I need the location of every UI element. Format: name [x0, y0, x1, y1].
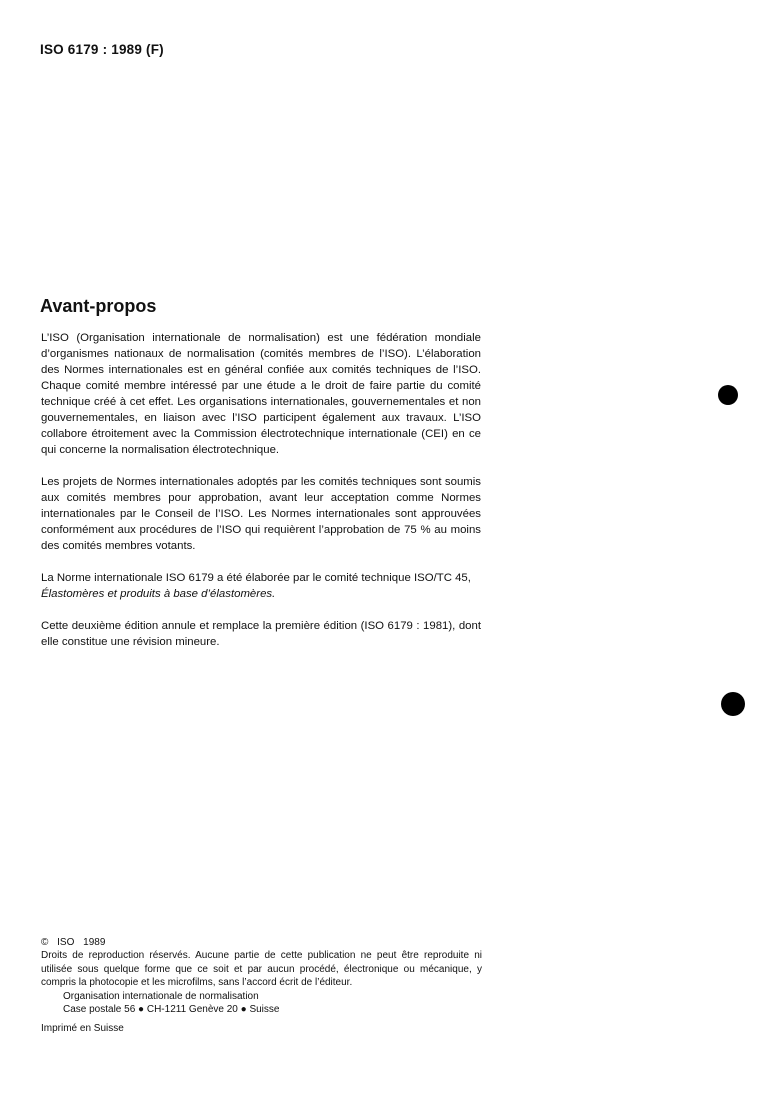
punch-hole-dot — [718, 385, 738, 405]
paragraph-approval: Les projets de Normes internationales adoptés par les comités techniques sont soumis aux comités membres pour approbation, avant leur acceptation comme Normes internationales par le Conseil de l’ISO. Les Normes internationales sont approuvées conformément aux procédures de l’ISO qui requièrent l’approbation de 75 % au moins des comités membres votants. — [41, 476, 481, 552]
organization-address: Case postale 56 ● CH-1211 Genève 20 ● Suisse — [63, 1004, 280, 1016]
paragraph-intro: L’ISO (Organisation internationale de normalisation) est une fédération mondiale d’organismes nationaux de normalisation (comités membres de l’ISO). L’élaboration des Normes internationales est en général confiée aux comités techniques de l’ISO. Chaque comité membre intéressé par une étude a le droit de faire partie du comité technique créé à cet effet. Les organisations internationales, gouvernementales et non gouvernementales, en liaison avec l’ISO participent également aux travaux. L’ISO collabore étroitement avec la Commission électrotechnique internationale (CEI) en ce qui concerne la normalisation électrotechnique. — [41, 332, 481, 456]
punch-hole-dot — [721, 692, 745, 716]
rights-notice: Droits de reproduction réservés. Aucune partie de cette publication ne peut être reproduite ni utilisée sous quelque forme que ce soit et par aucun procédé, électronique ou mécanique, y compris la photocopie et les microfilms, sans l’accord écrit de l’éditeur. — [41, 950, 482, 989]
printed-in: Imprimé en Suisse — [41, 1023, 124, 1035]
organization-name: Organisation internationale de normalisation — [63, 990, 259, 1002]
copyright-icon: © — [41, 937, 49, 948]
foreword-body — [41, 330, 481, 650]
section-title: Avant-propos — [40, 296, 157, 316]
copyright-line — [41, 936, 482, 949]
copyright-org: ISO — [57, 937, 75, 948]
paragraph-committee — [41, 570, 481, 602]
copyright-block — [41, 936, 482, 1036]
committee-title: Élastomères et produits à base d’élastomères. — [41, 588, 276, 600]
copyright-year: 1989 — [83, 937, 106, 948]
committee-text: La Norme internationale ISO 6179 a été élaborée par le comité technique ISO/TC 45, — [41, 572, 471, 584]
document-id: ISO 6179 : 1989 (F) — [40, 42, 164, 57]
paragraph-edition: Cette deuxième édition annule et remplace la première édition (ISO 6179 : 1981), dont elle constitue une révision mineure. — [41, 620, 481, 648]
